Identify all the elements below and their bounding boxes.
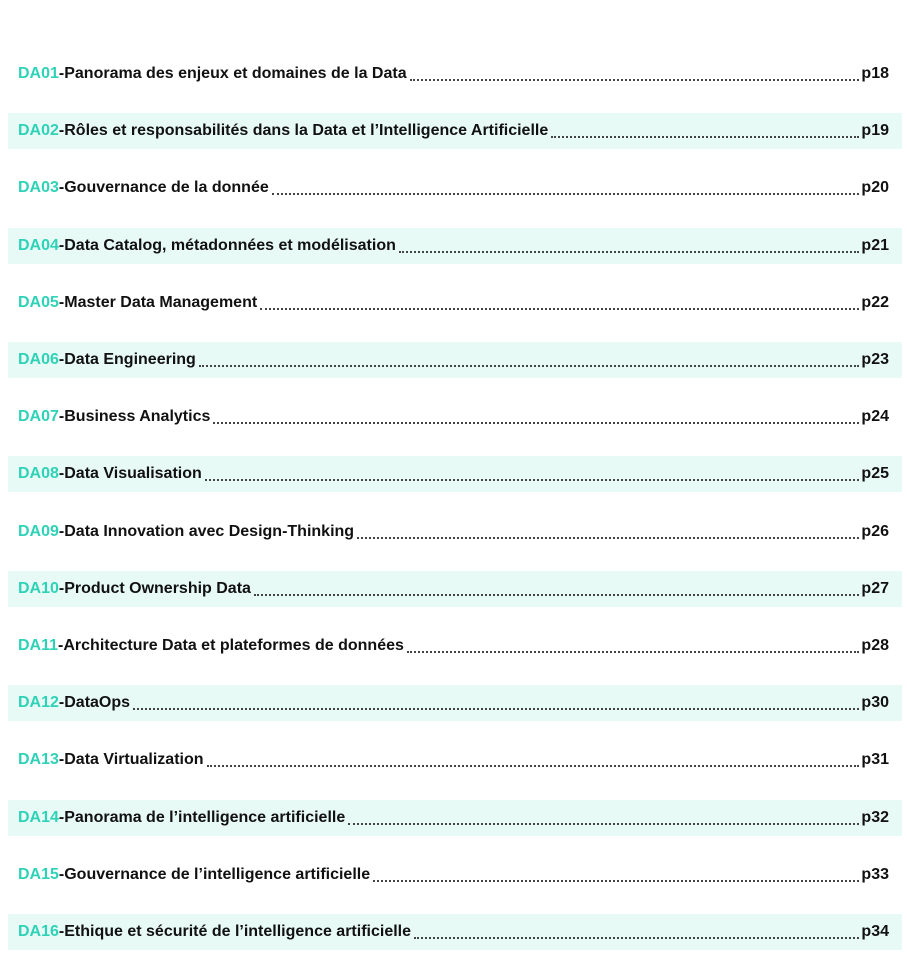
toc-title: Architecture Data et plateformes de données	[63, 637, 404, 654]
toc-code: DA07	[18, 408, 59, 425]
toc-title: Data Engineering	[64, 351, 196, 368]
toc-entry-da02[interactable]	[8, 113, 902, 149]
toc-separator: -	[58, 694, 65, 711]
dot-leader	[260, 308, 859, 310]
toc-title: Panorama des enjeux et domaines de la Data	[64, 65, 407, 82]
toc-entry-da07[interactable]	[8, 399, 902, 435]
toc-page: p32	[861, 809, 889, 826]
toc-separator: -	[58, 809, 65, 826]
toc-code: DA03	[18, 179, 59, 196]
toc-code: DA05	[18, 294, 59, 311]
toc-page: p20	[861, 179, 889, 196]
toc-code: DA12	[18, 694, 59, 711]
toc-code: DA14	[18, 809, 59, 826]
dot-leader	[133, 708, 859, 710]
toc-entry-da05[interactable]	[8, 285, 902, 321]
toc-page: p23	[861, 351, 889, 368]
toc-separator: -	[58, 866, 65, 883]
toc-entry-da03[interactable]	[8, 170, 902, 206]
toc-entry-da06[interactable]	[8, 342, 902, 378]
dot-leader	[207, 765, 860, 767]
toc-page: p33	[861, 866, 889, 883]
toc-separator: -	[58, 237, 65, 254]
toc-page: p31	[861, 751, 889, 768]
toc-separator: -	[58, 65, 65, 82]
toc-separator: -	[58, 351, 65, 368]
toc-title: Product Ownership Data	[64, 580, 251, 597]
toc-entry-da10[interactable]	[8, 571, 902, 607]
toc-title: DataOps	[64, 694, 131, 711]
toc-entry-da12[interactable]	[8, 685, 902, 721]
toc-entry-da15[interactable]	[8, 857, 902, 893]
toc-entry-da14[interactable]	[8, 800, 902, 836]
dot-leader	[254, 594, 859, 596]
toc-entry-da11[interactable]	[8, 628, 902, 664]
toc-page: p22	[861, 294, 889, 311]
toc-entry-da04[interactable]	[8, 228, 902, 264]
dot-leader	[551, 136, 859, 138]
toc-separator: -	[58, 523, 65, 540]
dot-leader	[213, 422, 859, 424]
dot-leader	[399, 251, 860, 253]
toc-title: Data Catalog, métadonnées et modélisation	[64, 237, 396, 254]
toc-separator: -	[58, 637, 64, 654]
toc-entry-da08[interactable]	[8, 456, 902, 492]
toc-code: DA08	[18, 465, 59, 482]
toc-code: DA13	[18, 751, 59, 768]
toc-page: p24	[861, 408, 889, 425]
toc-code: DA16	[18, 923, 59, 940]
toc-page: p28	[861, 637, 889, 654]
toc-page: p21	[861, 237, 889, 254]
toc-page: p30	[861, 694, 889, 711]
toc-separator: -	[58, 179, 65, 196]
dot-leader	[205, 479, 860, 481]
toc-page: p18	[861, 65, 889, 82]
toc-title: Data Innovation avec Design-Thinking	[64, 523, 355, 540]
toc-entry-da09[interactable]	[8, 514, 902, 550]
toc-title: Rôles et responsabilités dans la Data et l’Intelligence Artificielle	[64, 122, 549, 139]
toc-code: DA06	[18, 351, 59, 368]
toc-title: Gouvernance de l’intelligence artificielle	[64, 866, 371, 883]
toc-code: DA04	[18, 237, 59, 254]
toc-entry-da16[interactable]	[8, 914, 902, 950]
toc-title: Gouvernance de la donnée	[64, 179, 269, 196]
toc-title: Data Virtualization	[64, 751, 204, 768]
toc-code: DA01	[18, 65, 59, 82]
dot-leader	[199, 365, 860, 367]
dot-leader	[357, 537, 859, 539]
toc-separator: -	[58, 408, 65, 425]
toc-code: DA10	[18, 580, 59, 597]
toc-page: p34	[861, 923, 889, 940]
toc-title: Master Data Management	[64, 294, 258, 311]
toc-title: Business Analytics	[64, 408, 211, 425]
toc-page: p19	[861, 122, 889, 139]
toc-title: Ethique et sécurité de l’intelligence artificielle	[64, 923, 412, 940]
toc-code: DA09	[18, 523, 59, 540]
dot-leader	[272, 193, 860, 195]
dot-leader	[348, 823, 859, 825]
toc-separator: -	[58, 122, 65, 139]
toc-title: Panorama de l’intelligence artificielle	[64, 809, 346, 826]
toc-code: DA11	[18, 637, 59, 654]
dot-leader	[373, 880, 859, 882]
toc-separator: -	[58, 294, 65, 311]
toc-code: DA02	[18, 122, 59, 139]
toc-separator: -	[58, 580, 65, 597]
toc-separator: -	[58, 465, 65, 482]
toc-page: p25	[861, 465, 889, 482]
toc-page: p27	[861, 580, 889, 597]
dot-leader	[414, 937, 859, 939]
toc-separator: -	[58, 923, 65, 940]
toc-title: Data Visualisation	[64, 465, 202, 482]
toc-page: p26	[861, 523, 889, 540]
toc-separator: -	[58, 751, 65, 768]
toc-code: DA15	[18, 866, 59, 883]
toc-entry-da01[interactable]	[8, 56, 902, 92]
toc-entry-da13[interactable]	[8, 742, 902, 778]
dot-leader	[407, 651, 860, 653]
dot-leader	[410, 79, 860, 81]
